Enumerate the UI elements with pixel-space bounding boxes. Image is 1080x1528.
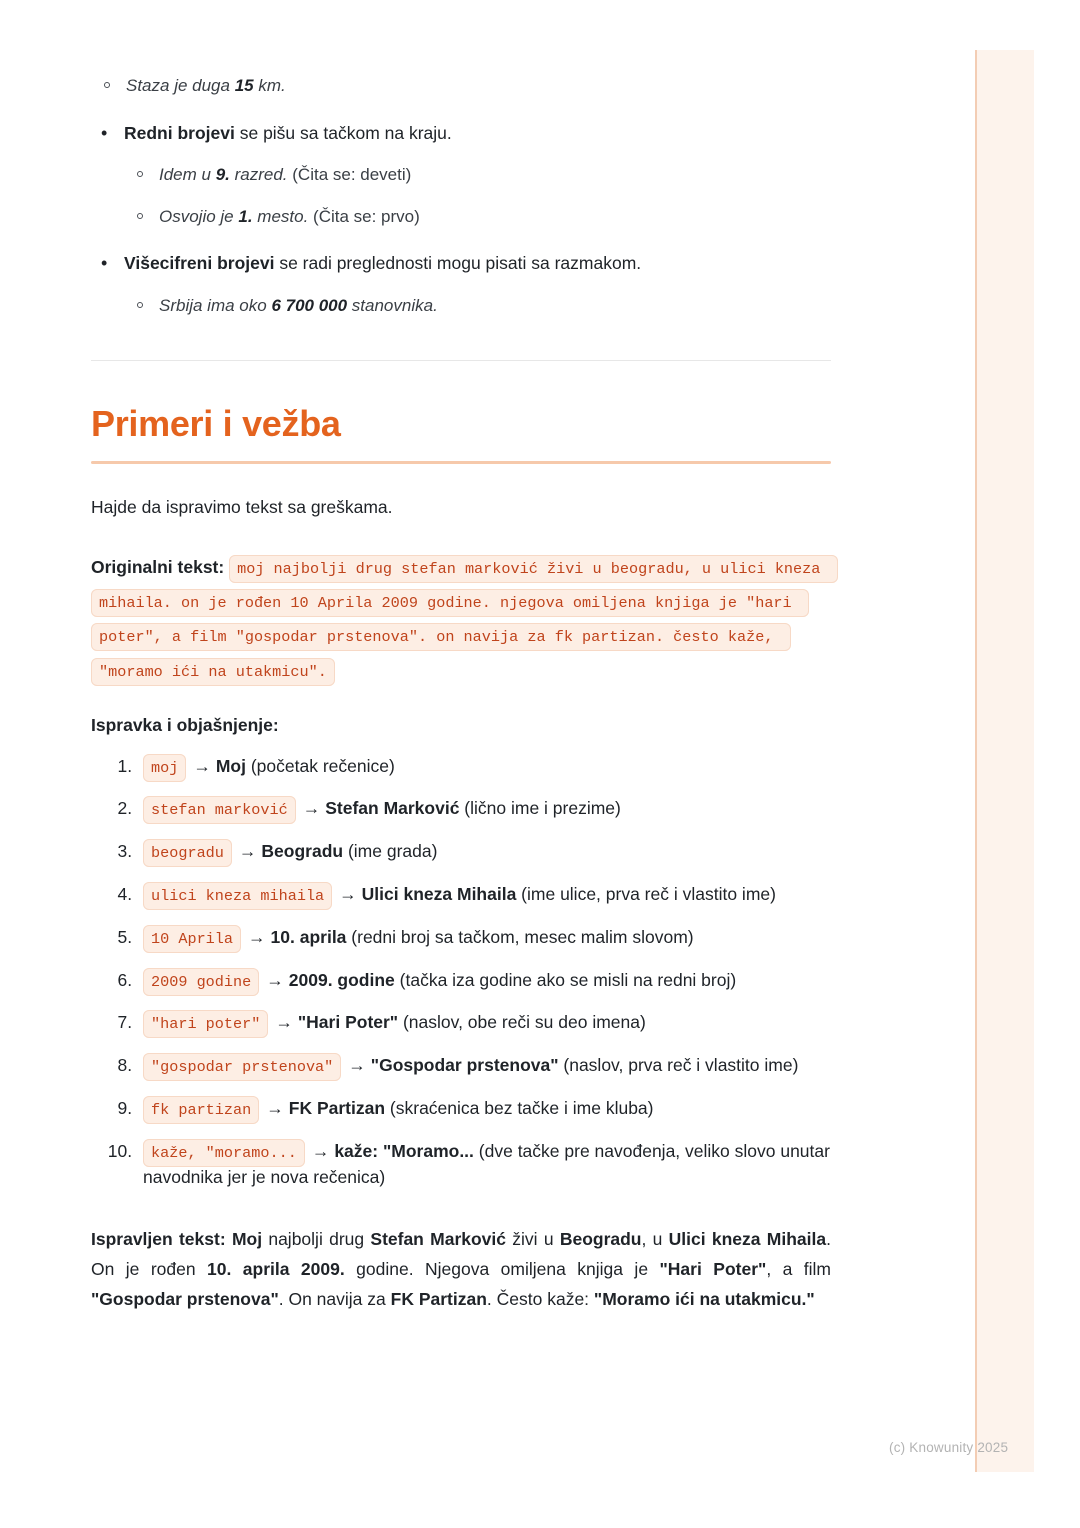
- rule-term: Redni brojevi: [124, 122, 235, 143]
- original-text-code: moj najbolji drug stefan marković živi u beogradu, u ulici kneza mihaila. on je rođen 10 Aprila 2009 godine. njegova omiljena knjiga je "hari poter", a film "gospodar prstenova". on navija za fk partizan. često kaže, "moramo ići na utakmicu".: [91, 555, 838, 685]
- correction-result: Beogradu: [261, 841, 344, 862]
- list-item: [137, 1096, 831, 1122]
- rules-list: [91, 121, 831, 319]
- correction-note: (dve tačke pre navođenja, veliko slovo unutar navodnika jer je nova rečenica): [143, 1140, 830, 1187]
- correction-code: ulici kneza mihaila: [143, 882, 332, 910]
- correction-result: FK Partizan: [288, 1098, 386, 1119]
- arrow-icon: →: [266, 969, 284, 990]
- example-text-strong: 6 700 000: [271, 295, 348, 315]
- corrected-text-emphasis: "Moramo ići na utakmicu.": [593, 1289, 815, 1310]
- arrow-icon: →: [238, 841, 257, 862]
- list-item: [91, 121, 831, 230]
- correction-code: "gospodar prstenova": [143, 1053, 341, 1081]
- title-underline: [91, 461, 831, 464]
- corrected-text-plain: godine. Njegova omiljena knjiga je: [344, 1259, 660, 1280]
- section-intro: Hajde da ispravimo tekst sa greškama.: [91, 496, 393, 517]
- correction-note: (naslov, obe reči su deo imena): [398, 1012, 646, 1033]
- list-item: [124, 205, 831, 230]
- example-text-post: mesto.: [252, 206, 309, 226]
- corrected-text-plain: , a film: [766, 1259, 831, 1280]
- corrected-text-emphasis: "Gospodar prstenova": [91, 1289, 279, 1310]
- list-item: [137, 796, 831, 822]
- original-text-paragraph: [91, 550, 831, 687]
- arrow-icon: →: [266, 1098, 284, 1119]
- list-item: [137, 1010, 831, 1036]
- list-item: [124, 294, 831, 319]
- corrected-text-emphasis: FK Partizan: [390, 1289, 487, 1310]
- example-text-pre: Srbija ima oko: [159, 295, 272, 315]
- correction-code: moj: [143, 754, 186, 782]
- corrected-text-plain: najbolji drug: [262, 1229, 371, 1249]
- arrow-icon: →: [339, 884, 357, 905]
- correction-result: 10. aprila: [270, 926, 347, 947]
- example-reading-note: (Čita se: prvo): [308, 206, 420, 226]
- correction-code: kaže, "moramo...: [143, 1139, 305, 1167]
- corrected-text-emphasis: Ulici kneza Mihaila: [668, 1229, 827, 1249]
- corrected-text-paragraph: [91, 1224, 831, 1314]
- rule-text: se radi preglednosti mogu pisati sa razmakom.: [274, 253, 642, 274]
- corrected-text-label: Ispravljen tekst:: [91, 1229, 226, 1249]
- correction-note: (redni broj sa tačkom, mesec malim slovom): [346, 926, 694, 947]
- page-title: Primeri i vežba: [91, 403, 341, 445]
- arrow-icon: →: [275, 1012, 293, 1033]
- lead-example-sublist: [91, 74, 831, 99]
- example-text-pre: Osvojio je: [159, 206, 239, 226]
- corrected-text-emphasis: 10. aprila 2009.: [207, 1259, 345, 1280]
- rule-examples: [124, 163, 831, 229]
- correction-result: Moj: [215, 755, 246, 776]
- correction-note: (skraćenica bez tačke i ime kluba): [385, 1098, 654, 1119]
- correction-code: fk partizan: [143, 1096, 259, 1124]
- correction-code: 2009 godine: [143, 968, 259, 996]
- list-item: [137, 925, 831, 951]
- corrections-label: Ispravka i objašnjenje:: [91, 714, 279, 735]
- section-divider: [91, 360, 831, 361]
- corrected-text-plain: . On je rođen: [91, 1229, 831, 1280]
- arrow-icon: →: [302, 798, 321, 819]
- example-text-pre: Idem u: [159, 165, 216, 185]
- correction-note: (lično ime i prezime): [459, 798, 621, 819]
- correction-code: beogradu: [143, 839, 232, 867]
- correction-result: "Hari Poter": [297, 1012, 399, 1033]
- correction-note: (tačka iza godine ako se misli na redni broj): [394, 969, 737, 990]
- correction-note: (početak rečenice): [245, 755, 395, 776]
- list-item: [124, 163, 831, 188]
- correction-result: 2009. godine: [288, 969, 395, 990]
- arrow-icon: →: [248, 926, 266, 947]
- arrow-icon: →: [348, 1055, 366, 1076]
- list-item: [137, 1053, 831, 1079]
- correction-note: (ime grada): [343, 841, 438, 862]
- example-text-post: stanovnika.: [347, 295, 438, 315]
- corrected-text-emphasis: "Hari Poter": [659, 1259, 767, 1280]
- example-text-strong: 9.: [215, 165, 230, 185]
- corrected-text-plain: , u: [641, 1229, 669, 1249]
- corrected-text-plain: živi u: [506, 1229, 560, 1249]
- correction-result: Ulici kneza Mihaila: [361, 884, 517, 905]
- correction-note: (ime ulice, prva reč i vlastito ime): [516, 884, 776, 905]
- rule-examples: [124, 294, 831, 319]
- example-reading-note: (Čita se: deveti): [287, 165, 412, 185]
- rule-text: se pišu sa tačkom na kraju.: [234, 122, 452, 143]
- original-text-label: Originalni tekst:: [91, 557, 225, 578]
- correction-result: Stefan Marković: [325, 798, 460, 819]
- example-text-post: razred.: [229, 165, 288, 185]
- corrected-text-plain: . Često kaže:: [486, 1289, 594, 1310]
- example-text-strong: 15: [234, 76, 254, 95]
- example-text-pre: Staza je duga: [126, 76, 235, 95]
- correction-result: kaže: "Moramo...: [334, 1140, 474, 1161]
- list-item: [137, 839, 831, 865]
- list-item: [137, 968, 831, 994]
- corrected-text-emphasis: Moj: [231, 1229, 263, 1249]
- numbers-rules-list: [91, 0, 831, 318]
- list-item: [137, 882, 831, 908]
- page-side-accent-strip: [975, 50, 1034, 1472]
- corrections-list: [91, 754, 831, 1190]
- example-text-strong: 1.: [238, 206, 253, 226]
- list-item: [91, 251, 831, 318]
- arrow-icon: →: [311, 1140, 330, 1161]
- copyright-watermark: (c) Knowunity 2025: [889, 1440, 1009, 1455]
- corrected-text-emphasis: Stefan Marković: [370, 1229, 507, 1249]
- document-content: [91, 0, 831, 1314]
- correction-code: 10 Aprila: [143, 925, 241, 953]
- corrected-text-plain: . On navija za: [278, 1289, 391, 1310]
- list-item: [91, 74, 831, 99]
- list-item: [137, 754, 831, 780]
- list-item: [137, 1139, 831, 1190]
- rule-term: Višecifreni brojevi: [124, 253, 275, 274]
- arrow-icon: →: [193, 755, 211, 776]
- corrected-text-emphasis: Beogradu: [559, 1229, 642, 1249]
- example-text-post: km.: [253, 76, 286, 95]
- correction-code: "hari poter": [143, 1010, 268, 1038]
- correction-code: stefan marković: [143, 796, 296, 824]
- correction-note: (naslov, prva reč i vlastito ime): [558, 1055, 799, 1076]
- correction-result: "Gospodar prstenova": [370, 1055, 559, 1076]
